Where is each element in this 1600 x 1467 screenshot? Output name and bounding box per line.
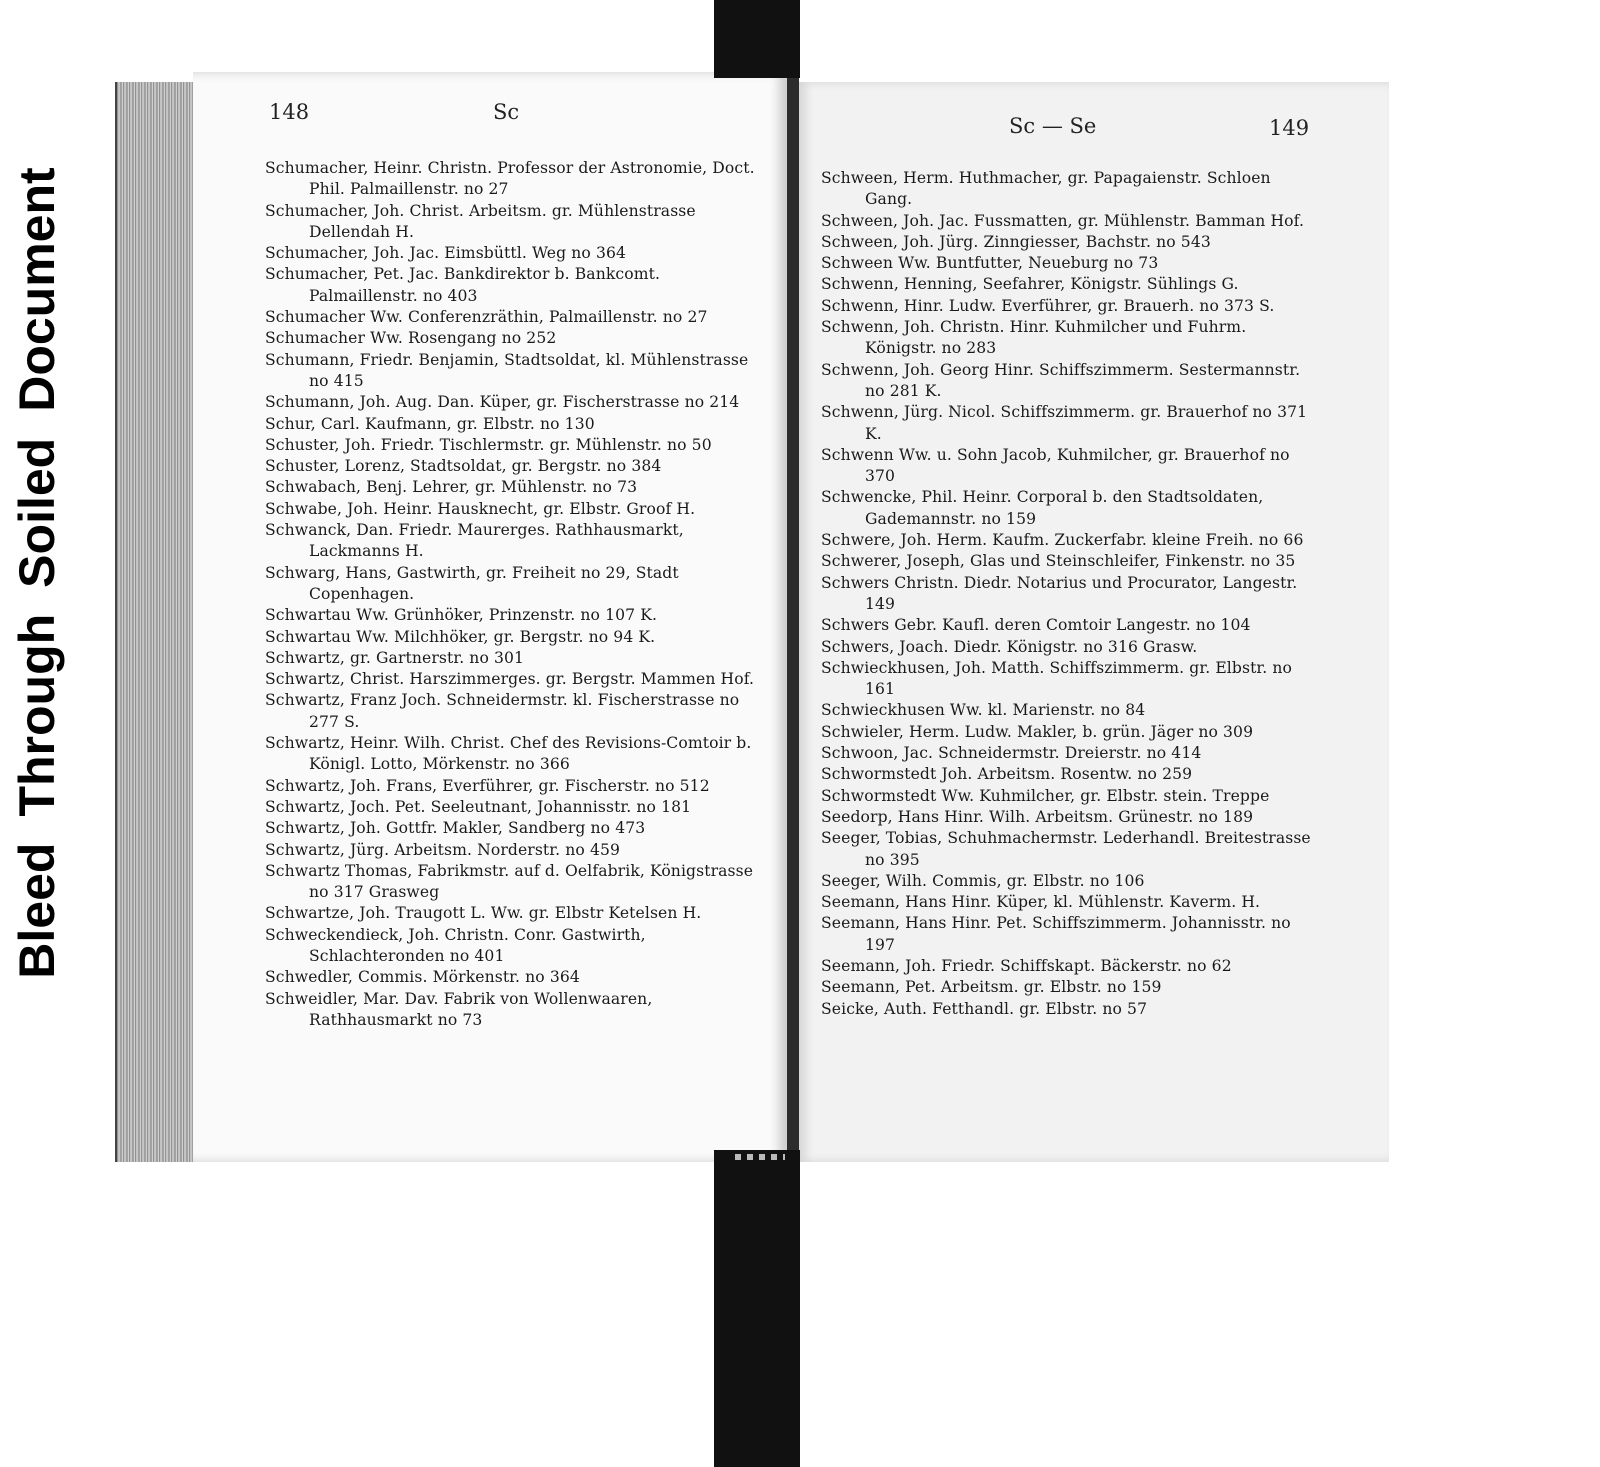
directory-entry: Schwanck, Dan. Friedr. Maurerges. Rathhausmarkt, Lackmanns H. — [265, 521, 684, 561]
directory-entry: Schwartz, Joh. Frans, Everführer, gr. Fischerstr. no 512 — [265, 776, 710, 795]
directory-entry: Schwers Christn. Diedr. Notarius und Procurator, Langestr. 149 — [821, 573, 1298, 613]
binding-stitches — [735, 1154, 785, 1160]
right-running-head: Sc — Se — [1009, 114, 1097, 138]
directory-entry: Schwartau Ww. Milchhöker, gr. Bergstr. no 94 K. — [265, 627, 656, 646]
directory-entry: Schwenn Ww. u. Sohn Jacob, Kuhmilcher, gr. Brauerhof no 370 — [821, 445, 1290, 486]
directory-entry: Schween, Joh. Jac. Fussmatten, gr. Mühlenstr. Bamman Hof. — [821, 211, 1305, 230]
page-gutter — [787, 72, 799, 1162]
directory-entry: Schwartze, Joh. Traugott L. Ww. gr. Elbstr Ketelsen H. — [265, 904, 702, 923]
directory-entry: Schumacher, Pet. Jac. Bankdirektor b. Bankcomt. Palmaillenstr. no 403 — [265, 265, 661, 305]
directory-entry: Seedorp, Hans Hinr. Wilh. Arbeitsm. Grünestr. no 189 — [821, 807, 1254, 826]
directory-entry: Seeger, Tobias, Schuhmachermstr. Lederhandl. Breitestrasse no 395 — [821, 829, 1311, 869]
directory-entry: Seemann, Joh. Friedr. Schiffskapt. Bäckerstr. no 62 — [821, 956, 1232, 975]
directory-entry: Seemann, Hans Hinr. Küper, kl. Mühlenstr. Kaverm. H. — [821, 893, 1261, 912]
directory-entry: Schwartz, Joh. Gottfr. Makler, Sandberg no 473 — [265, 819, 646, 838]
page-edges — [115, 82, 195, 1162]
directory-entry: Schwedler, Commis. Mörkenstr. no 364 — [265, 968, 580, 987]
directory-entry: Schwencke, Phil. Heinr. Corporal b. den Stadtsoldaten, Gademannstr. no 159 — [821, 488, 1264, 528]
directory-entry: Schwieckhusen, Joh. Matth. Schiffszimmerm. gr. Elbstr. no 161 — [821, 658, 1293, 699]
directory-entry: Seeger, Wilh. Commis, gr. Elbstr. no 106 — [821, 871, 1145, 890]
directory-entry: Schwarg, Hans, Gastwirth, gr. Freiheit no 29, Stadt Copenhagen. — [265, 563, 679, 603]
binding-strip-bottom — [714, 1150, 800, 1467]
directory-entry: Schuster, Joh. Friedr. Tischlermstr. gr. Mühlenstr. no 50 — [265, 435, 712, 454]
directory-entry: Schumann, Friedr. Benjamin, Stadtsoldat, kl. Mühlenstrasse no 415 — [265, 350, 749, 390]
directory-entry: Seicke, Auth. Fetthandl. gr. Elbstr. no 57 — [821, 999, 1148, 1018]
label-word-soiled: Soiled — [9, 437, 65, 588]
directory-entry: Schwieckhusen Ww. kl. Marienstr. no 84 — [821, 701, 1146, 720]
directory-entry: Schumacher, Joh. Jac. Eimsbüttl. Weg no 364 — [265, 244, 627, 263]
right-entry-list — [821, 168, 1316, 1020]
directory-entry: Schwieler, Herm. Ludw. Makler, b. grün. Jäger no 309 — [821, 722, 1254, 741]
label-word-bleed: Bleed — [9, 842, 65, 979]
directory-entry: Schween, Joh. Jürg. Zinngiesser, Bachstr. no 543 — [821, 232, 1211, 251]
label-word-through: Through — [9, 613, 65, 817]
directory-entry: Schumacher Ww. Conferenzräthin, Palmaillenstr. no 27 — [265, 308, 708, 327]
directory-entry: Schwenn, Henning, Seefahrer, Königstr. Sühlings G. — [821, 275, 1239, 294]
directory-entry: Schween Ww. Buntfutter, Neueburg no 73 — [821, 254, 1159, 273]
directory-entry: Schwenn, Hinr. Ludw. Everführer, gr. Brauerh. no 373 S. — [821, 296, 1275, 315]
directory-entry: Schwenn, Jürg. Nicol. Schiffszimmerm. gr. Brauerhof no 371 K. — [821, 403, 1308, 443]
left-entry-list — [265, 158, 765, 1031]
directory-entry: Schwerer, Joseph, Glas und Steinschleifer, Finkenstr. no 35 — [821, 552, 1296, 571]
directory-entry: Schwartz, Franz Joch. Schneidermstr. kl. Fischerstrasse no 277 S. — [265, 691, 740, 731]
directory-entry: Schwere, Joh. Herm. Kaufm. Zuckerfabr. kleine Freih. no 66 — [821, 531, 1304, 550]
directory-entry: Schwartz, Heinr. Wilh. Christ. Chef des Revisions-Comtoir b. Königl. Lotto, Mörkenstr. no 366 — [265, 734, 752, 774]
directory-entry: Schwartz, Joch. Pet. Seeleutnant, Johannisstr. no 181 — [265, 797, 692, 816]
right-page — [799, 82, 1389, 1162]
directory-entry: Schwartz, Christ. Harszimmerges. gr. Bergstr. Mammen Hof. — [265, 670, 755, 689]
directory-entry: Schwers, Joach. Diedr. Königstr. no 316 Grasw. — [821, 637, 1198, 656]
directory-entry: Schuster, Lorenz, Stadtsoldat, gr. Bergstr. no 384 — [265, 457, 662, 476]
directory-entry: Schwers Gebr. Kaufl. deren Comtoir Langestr. no 104 — [821, 616, 1251, 635]
left-page — [193, 72, 787, 1162]
directory-entry: Schween, Herm. Huthmacher, gr. Papagaienstr. Schloen Gang. — [821, 169, 1271, 209]
directory-entry: Schumacher, Joh. Christ. Arbeitsm. gr. Mühlenstrasse Dellendah H. — [265, 201, 696, 241]
directory-entry: Schwartau Ww. Grünhöker, Prinzenstr. no 107 K. — [265, 606, 658, 625]
directory-entry: Schwartz, gr. Gartnerstr. no 301 — [265, 648, 525, 667]
directory-entry: Schwartz Thomas, Fabrikmstr. auf d. Oelfabrik, Königstrasse no 317 Grasweg — [265, 861, 754, 902]
left-page-number: 148 — [269, 100, 310, 124]
label-word-document: Document — [9, 167, 65, 412]
binding-strip-top — [714, 0, 800, 78]
directory-entry: Schwoon, Jac. Schneidermstr. Dreierstr. no 414 — [821, 744, 1202, 763]
directory-entry: Schwabe, Joh. Heinr. Hausknecht, gr. Elbstr. Groof H. — [265, 499, 696, 518]
directory-entry: Schwenn, Joh. Georg Hinr. Schiffszimmerm. Sestermannstr. no 281 K. — [821, 360, 1301, 400]
directory-entry: Schumacher, Heinr. Christn. Professor der Astronomie, Doct. Phil. Palmaillenstr. no 27 — [265, 159, 755, 199]
directory-entry: Schwormstedt Ww. Kuhmilcher, gr. Elbstr. stein. Treppe — [821, 786, 1270, 805]
directory-entry: Schumacher Ww. Rosengang no 252 — [265, 329, 557, 348]
scan-label — [8, 68, 66, 1078]
directory-entry: Schur, Carl. Kaufmann, gr. Elbstr. no 130 — [265, 414, 595, 433]
directory-entry: Seemann, Pet. Arbeitsm. gr. Elbstr. no 159 — [821, 978, 1162, 997]
right-page-number: 149 — [1269, 116, 1310, 140]
directory-entry: Schweckendieck, Joh. Christn. Conr. Gastwirth, Schlachteronden no 401 — [265, 925, 646, 965]
book-spread — [115, 72, 1400, 1162]
directory-entry: Schumann, Joh. Aug. Dan. Küper, gr. Fischerstrasse no 214 — [265, 393, 740, 412]
left-running-head: Sc — [493, 100, 520, 124]
directory-entry: Schwenn, Joh. Christn. Hinr. Kuhmilcher und Fuhrm. Königstr. no 283 — [821, 318, 1247, 358]
directory-entry: Schwartz, Jürg. Arbeitsm. Norderstr. no 459 — [265, 840, 621, 859]
directory-entry: Schwabach, Benj. Lehrer, gr. Mühlenstr. no 73 — [265, 478, 638, 497]
directory-entry: Schwormstedt Joh. Arbeitsm. Rosentw. no 259 — [821, 765, 1193, 784]
directory-entry: Schweidler, Mar. Dav. Fabrik von Wollenwaaren, Rathhausmarkt no 73 — [265, 989, 653, 1029]
directory-entry: Seemann, Hans Hinr. Pet. Schiffszimmerm. Johannisstr. no 197 — [821, 914, 1291, 954]
